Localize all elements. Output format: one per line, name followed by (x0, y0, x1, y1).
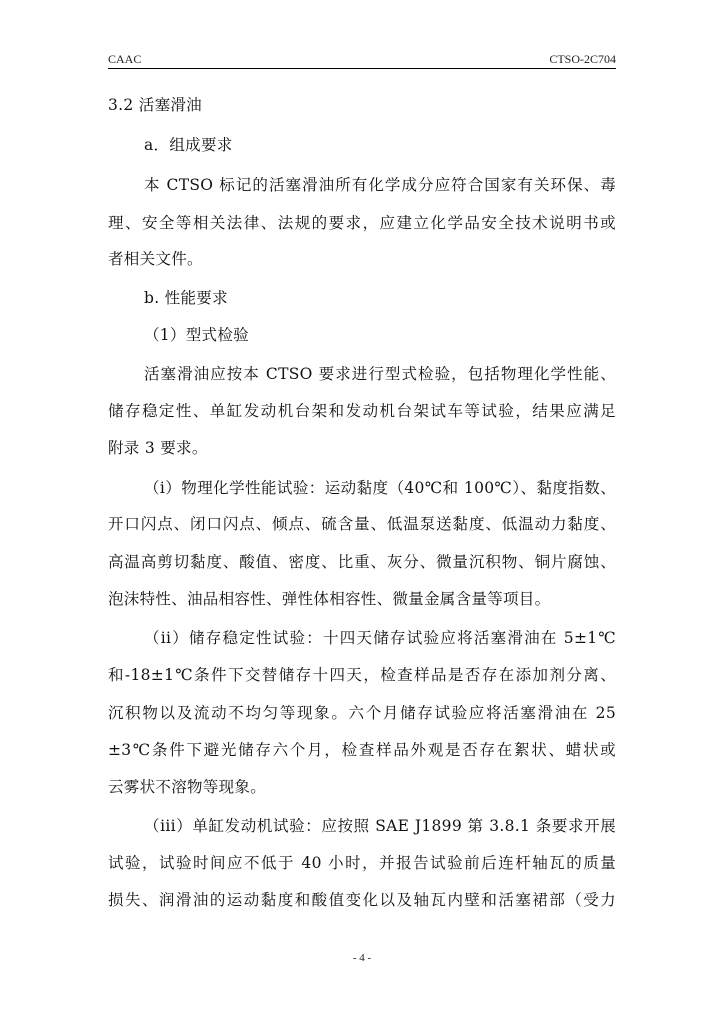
paragraph-line: 储存稳定性、单缸发动机台架和发动机台架试车等试验，结果应满足 (108, 402, 616, 420)
item-1-heading: （1）型式检验 (144, 326, 249, 344)
paragraph-line: 本 CTSO 标记的活塞滑油所有化学成分应符合国家有关环保、毒 (144, 176, 616, 194)
paragraph-line: （iii）单缸发动机试验：应按照 SAE J1899 第 3.8.1 条要求开展 (144, 817, 616, 835)
subsection-a-heading: a．组成要求 (144, 136, 233, 154)
paragraph-line: 泡沫特性、油品相容性、弹性体相容性、微量金属含量等项目。 (108, 590, 551, 608)
paragraph-line: ±3℃条件下避光储存六个月，检查样品外观是否存在絮状、蜡状或 (108, 741, 616, 759)
paragraph-line: （ii）储存稳定性试验：十四天储存试验应将活塞滑油在 5±1℃ (144, 629, 616, 647)
paragraph-line: 试验，试验时间应不低于 40 小时，并报告试验前后连杆轴瓦的质量 (108, 854, 616, 872)
paragraph-line: 理、安全等相关法律、法规的要求，应建立化学品安全技术说明书或 (108, 214, 616, 232)
section-title: 3.2 活塞滑油 (108, 96, 202, 114)
header-left-text: CAAC (108, 52, 142, 66)
paragraph-line: 高温高剪切黏度、酸值、密度、比重、灰分、微量沉积物、铜片腐蚀、 (108, 553, 616, 571)
page-header (108, 50, 616, 69)
paragraph-line: 活塞滑油应按本 CTSO 要求进行型式检验，包括物理化学性能、 (144, 365, 616, 383)
paragraph-line: 和-18±1℃条件下交替储存十四天，检查样品是否存在添加剂分离、 (108, 666, 616, 684)
header-right-text: CTSO-2C704 (549, 52, 616, 66)
subsection-b-heading: b. 性能要求 (144, 289, 228, 307)
paragraph-line: 开口闪点、闭口闪点、倾点、硫含量、低温泵送黏度、低温动力黏度、 (108, 515, 616, 533)
paragraph-line: 云雾状不溶物等现象。 (108, 778, 267, 796)
paragraph-line: 附录 3 要求。 (108, 439, 208, 457)
paragraph-line: 沉积物以及流动不均匀等现象。六个月储存试验应将活塞滑油在 25 (108, 704, 616, 722)
paragraph-line: 者相关文件。 (108, 250, 203, 268)
page-number: - 4 - (352, 952, 372, 964)
paragraph-line: （i）物理化学性能试验：运动黏度（40℃和 100℃）、黏度指数、 (144, 479, 616, 497)
paragraph-line: 损失、润滑油的运动黏度和酸值变化以及轴瓦内壁和活塞裙部（受力 (108, 891, 616, 909)
